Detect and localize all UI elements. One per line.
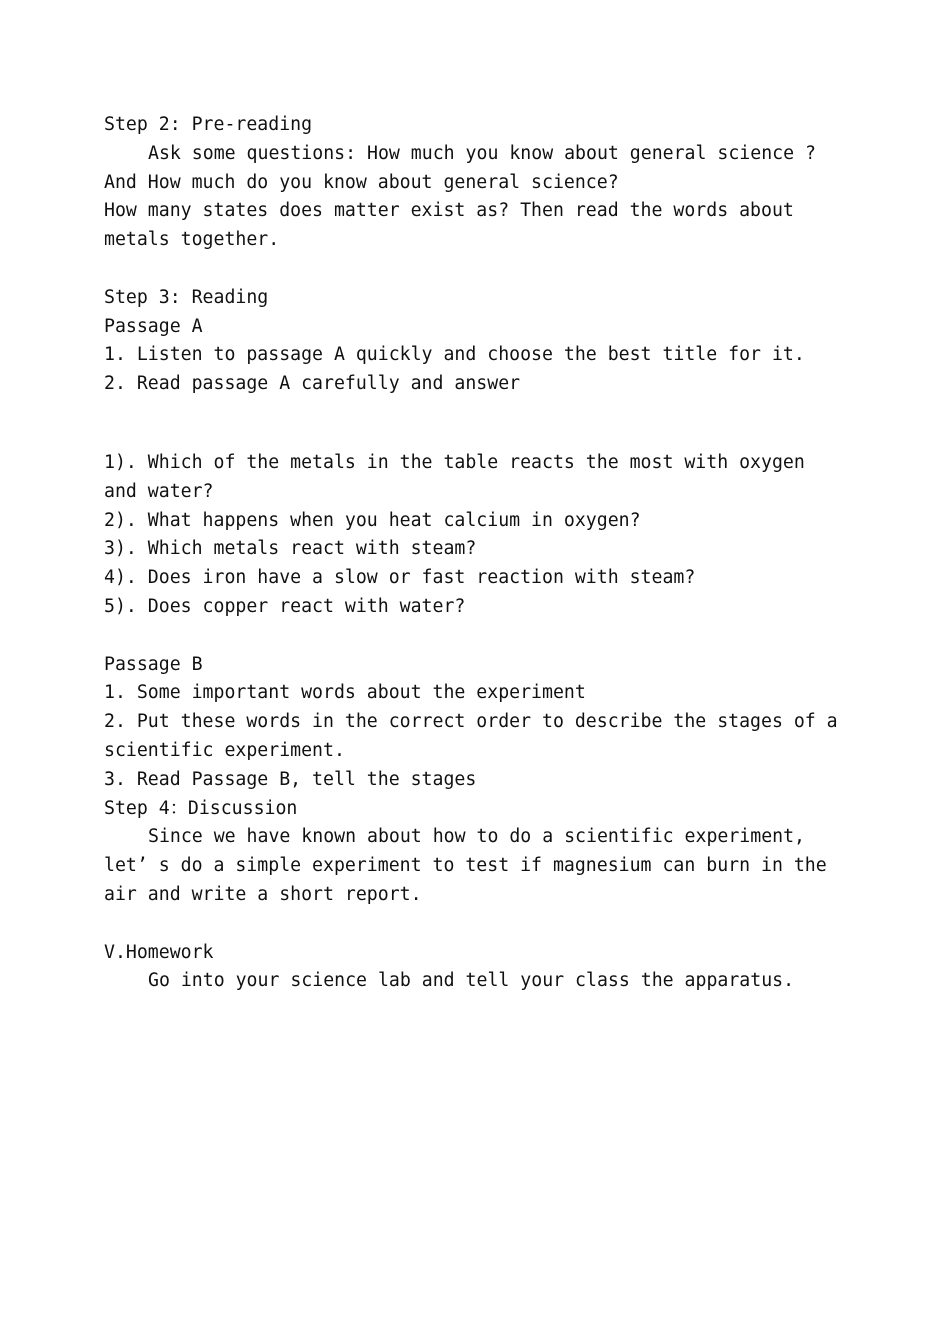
document-body xyxy=(104,111,864,996)
passage-a-item-1: 1. Listen to passage A quickly and choose the best title for it. xyxy=(104,344,805,366)
passage-a-question-4: 4). Does iron have a slow or fast reaction with steam? xyxy=(104,567,696,589)
spacer xyxy=(104,399,864,449)
passage-b-title: Passage B xyxy=(104,653,203,675)
step2-line-1: Ask some questions: How much you know about general science ? xyxy=(148,142,816,164)
passage-a-question-2: 2). What happens when you heat calcium in oxygen? xyxy=(104,509,641,531)
step2-line-3: How many states does matter exist as? Then read the words about xyxy=(104,200,794,222)
passage-a-question-3: 3). Which metals react with steam? xyxy=(104,538,477,560)
passage-b-item-3: 3. Read Passage B, tell the stages xyxy=(104,768,477,790)
step4-section xyxy=(104,795,864,910)
spacer xyxy=(104,622,864,651)
step3-section xyxy=(104,284,864,795)
passage-a-title: Passage A xyxy=(104,315,203,337)
passage-a-question-1-cont: and water? xyxy=(104,480,214,502)
spacer xyxy=(104,255,864,284)
passage-b-item-2-cont: scientific experiment. xyxy=(104,739,345,761)
passage-a-question-1: 1). Which of the metals in the table reacts the most with oxygen xyxy=(104,451,805,473)
homework-section xyxy=(104,939,864,997)
homework-line: Go into your science lab and tell your class the apparatus. xyxy=(148,970,795,992)
step4-heading: Step 4：Discussion xyxy=(104,797,298,819)
step3-heading: Step 3: Reading xyxy=(104,286,269,308)
passage-b-item-2: 2. Put these words in the correct order to describe the stages of a xyxy=(104,711,838,733)
passage-a-question-5: 5). Does copper react with water? xyxy=(104,595,466,617)
step2-line-4: metals together. xyxy=(104,229,280,251)
step4-line-3: air and write a short report. xyxy=(104,883,422,905)
step2-heading: Step 2: Pre-reading xyxy=(104,114,313,135)
step4-line-2: let’ s do a simple experiment to test if magnesium can burn in the xyxy=(104,855,827,877)
step2-section xyxy=(104,111,864,255)
homework-heading: V.Homework xyxy=(104,941,214,963)
passage-b-item-1: 1. Some important words about the experiment xyxy=(104,682,586,704)
spacer xyxy=(104,910,864,939)
step2-line-2: And How much do you know about general science? xyxy=(104,171,619,193)
step4-line-1: Since we have known about how to do a scientific experiment, xyxy=(148,826,805,848)
passage-a-item-2: 2. Read passage A carefully and answer xyxy=(104,373,521,395)
